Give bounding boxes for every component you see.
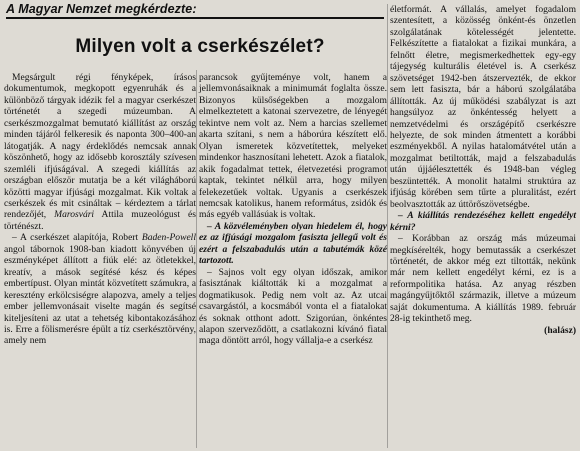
header-rule: [6, 17, 384, 19]
person-name: Marosvári: [54, 209, 95, 221]
paragraph: – Korábban az ország más múzeumai megkísérelték, hogy bemutassák a cserkészet történetét, de akkor még ezt tiltották, nekünk már nem kellett engedélyt kérni, ez is a reformpolitika hatása. Az anyag részben magángyűjtőktől származik, illetve a múzeum saját dokumentuma. A kiállítás 1989. február 28-ig tekinthető meg.: [390, 233, 576, 325]
kicker-label: A Magyar Nemzet megkérdezte:: [6, 2, 197, 16]
paragraph: életformát. A vállalás, amelyet fogadalom szentesített, a közösség önként-és önzetlen szolgálatának kötelességét jelentette. Felkészítette a fiatalokat a fizikai munkára, a felnőtt életre, megismerkedhettek egy-egy tájegység kulturális életével is. A cserkész szövetséget 1942-ben átszervezték, de ekkor sem lett fasiszta, bár a háború szolgálatába állították. Az új működési szabályzat is azt hangsúlyoz az önkéntesség helyett a nemzetvédelmi és országépítő cserkészre helyezte, de sok minden átmentett a korábbi eszményekből. A nyilas hatalomátvétel után a mozgalmat betiltották, majd a felszabadulás után újjáélesztették és 1948-ban végleg beszüntették. A monolit hatalmi struktúra az ifjúság körében sem tűrte a pluralitást, ezért beolvasztották az úttörőszövetségbe.: [390, 4, 576, 210]
paragraph: [4, 72, 196, 232]
article-headline: Milyen volt a cserkészélet?: [75, 36, 325, 57]
column-divider: [387, 4, 388, 448]
paragraph-text: angol tábornok 1908-ban kiadott könyvében új eszményképet állított a fiúk elé: az ötletekkel, kreatív, a mások segítésé kész és képes embertípust. Olyan mintát közvetített számukra, a keresztény erkölcsiségre alapozva, amely a teljes ember jellemvonásait viselte magán és segítsé kiteljesíteni az utat a tehetség kibontakozásához is. Erre a fölismerésre épült a tíz cserkésztörvény, amely nem: [4, 243, 196, 347]
person-name: Baden-Powell: [141, 232, 196, 244]
author-signature: (halász): [544, 324, 576, 336]
interview-question: – A kiállítás rendezéséhez kellett engedélyt kérni?: [390, 210, 576, 233]
paragraph: – Sajnos volt egy olyan időszak, amikor fasisztának kiáltották ki a mozgalmat a dogmatikusok. Pedig nem volt az. Az utcai csavargástól, a kocsmából vonta el a fiatalokat és soknak otthont adott. Szigorúan, önkéntes alapon szerveződött, a csatlakozni kívánó fiatal maga döntött arról, hogy vállalja-e a cserkész: [199, 266, 387, 347]
article-column-3: [390, 4, 576, 336]
interview-question: – A közvéleményben olyan hiedelem él, hogy ez az ifjúsági mozgalom fasiszta jellegű volt és ezért a felszabadulás után a tabutémák közé tartozott.: [199, 220, 387, 267]
paragraph-text: – A cserkészet alapítója, Robert: [12, 232, 139, 244]
paragraph-text: Attila muzeológust és történészt.: [4, 209, 196, 232]
article-column-1: [4, 72, 196, 347]
article-header: [0, 0, 386, 18]
paragraph-text: Megsárgult régi fényképek, írásos dokumentumok, megkopott egyenruhák és a különböző tárgyak idézik fel a magyar cserkészet történetét a szegedi múzeumban. A cserkészmozgalmat bemutató kiállítást az ország minden tájáról felkeresik és naponta 300–400-an látogatják. A nagy érdeklődés nemcsak annak köszönhető, hogy az idősebb korosztály szívesen szemléli ifjúságával. A szegedi kiállítás az országban először mutatja be a két világháború közötti magyar ifjúsági mozgalmat. Kik voltak a cserkészek és mit csináltak – kérdeztem a tárlat rendezőjét,: [4, 72, 196, 221]
paragraph: [4, 232, 196, 347]
column-divider: [196, 70, 197, 448]
paragraph: parancsok gyűjteménye volt, hanem a jellemvonásaiknak a minimumát foglalta össze. Bizonyos külsőségekben a mozgalom elmelkeztetett a katonai szervezetre, de lényegét tekintve nem volt az. Nem a harcias szellemet akarta szítani, s nem a háborúra készített elő. Olyan ismeretek közvetítettek, melyeket mindenkor hasznosítani lehetett. Azok a fiatalok, akik fogadalmat tettek, életvezetési programot kaptak, tekintet nélkül arra, hogy milyen felekezetűek voltak. Ugyanis a cserkészek nemcsak katolikus, hanem református, zsidók és más egyéb vallásúak is voltak.: [199, 72, 387, 221]
article-column-2: [199, 72, 387, 347]
